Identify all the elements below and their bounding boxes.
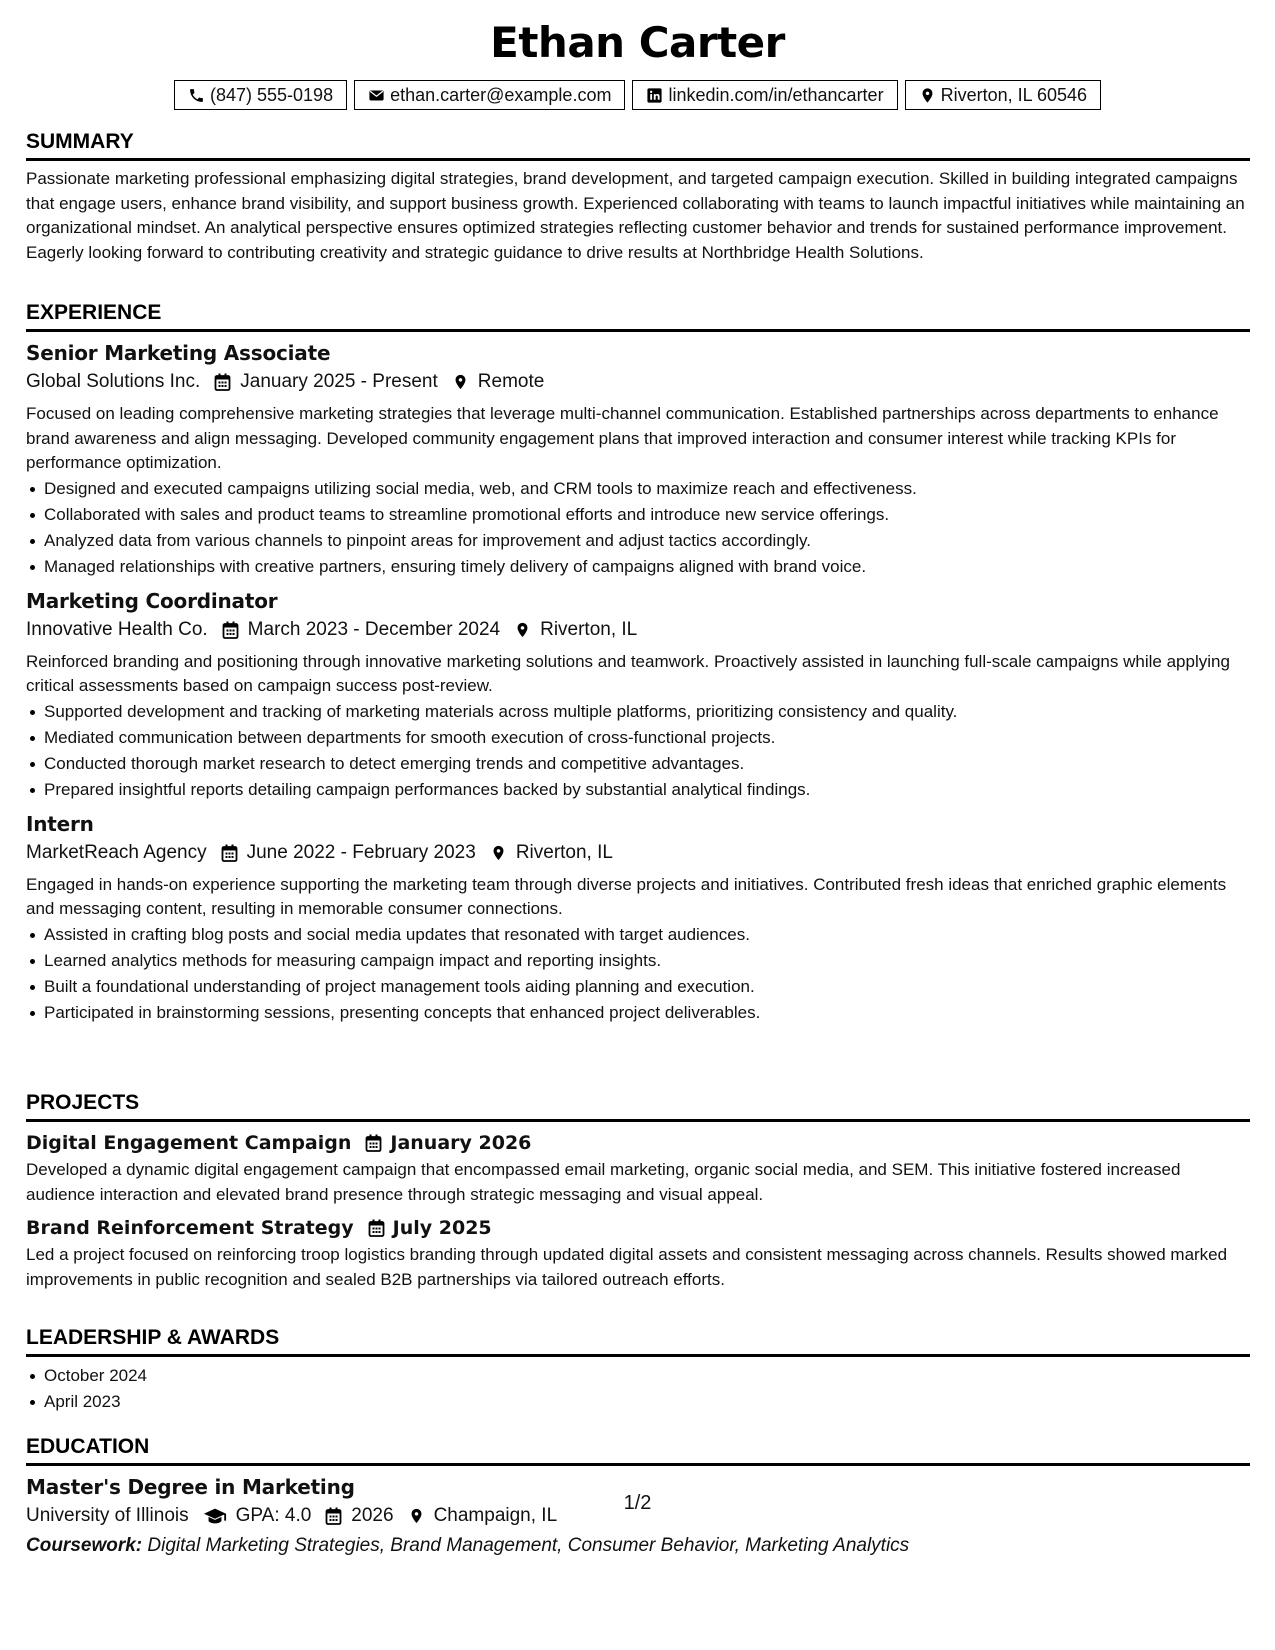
degree-title: Master's Degree in Marketing [26,1475,355,1499]
project-description: Developed a dynamic digital engagement campaign that encompassed email marketing, organic social media, and SEM. This initiative fostered increased audience interaction and elevated brand presence through strategic messaging and visual appeal. [26,1160,1181,1204]
job-entry [26,811,1250,1026]
map-pin-icon [514,621,540,639]
job-location: Remote [477,371,545,392]
calendar-icon [214,373,240,391]
company-name: Innovative Health Co. [26,618,208,640]
experience-section [26,301,1250,1026]
projects-section [26,1091,1250,1292]
location-text: Riverton, IL 60546 [940,84,1088,105]
bullet-item: Managed relationships with creative partners, ensuring timely delivery of campaigns aligned with brand voice. [44,554,1250,580]
job-entry [26,588,1250,803]
bullet-item: Participated in brainstorming sessions, presenting concepts that enhanced project deliverables. [44,1000,1250,1026]
email-chip[interactable] [354,80,625,110]
company-name: Global Solutions Inc. [26,371,201,392]
summary-text: Passionate marketing professional emphasizing digital strategies, brand development, and targeted campaign execution. Skilled in building integrated campaigns that engage users, enhance brand visibility, and support business growth. Experienced collaborating with teams to launch impactful initiatives while maintaining an organizational mindset. An analytical perspective ensures optimized strategies reflecting customer behavior and trends for sustained performance improvement. Eagerly looking forward to contributing creativity and strategic guidance to drive results at Northbridge Health Solutions. [26,169,1245,262]
job-location: Riverton, IL [515,841,613,863]
job-dates: June 2022 - February 2023 [246,841,476,863]
summary-section [26,130,1250,265]
map-pin-icon [452,373,478,391]
section-title: PROJECTS [26,1091,1250,1122]
job-title: Intern [26,811,94,836]
page-number: 1/2 [623,1492,652,1514]
project-title: Brand Reinforcement Strategy [26,1217,354,1239]
linkedin-chip[interactable] [632,80,897,110]
job-dates: March 2023 - December 2024 [247,618,501,640]
job-description: Engaged in hands-on experience supporting the marketing team through diverse projects and initiatives. Contributed fresh ideas that enriched graphic elements and messaging content, resulting in memorable consumer connections. [26,874,1227,918]
job-bullets [26,699,1250,803]
bullet-item: Conducted thorough market research to detect emerging trends and competitive advantages. [44,751,1250,777]
graduation-year: 2026 [351,1505,394,1526]
job-dates: January 2025 - Present [240,371,438,392]
section-title: EXPERIENCE [26,301,1250,332]
bullet-item: Learned analytics methods for measuring campaign impact and reporting insights. [44,948,1250,974]
project-header [26,1130,1250,1156]
job-title: Senior Marketing Associate [26,341,331,365]
job-description: Focused on leading comprehensive marketing strategies that leverage multi-channel communication. Established partnerships across departments to enhance brand awareness and align messaging. Developed community engagement plans that improved interaction and consumer interest while tracking KPIs for performance optimization. [26,404,1219,472]
project-date: January 2026 [390,1132,532,1154]
contact-bar [0,80,1275,110]
bullet-item: Prepared insightful reports detailing campaign performances backed by substantial analytical findings. [44,777,1250,803]
job-bullets [26,476,1250,580]
bullet-item: Analyzed data from various channels to pinpoint areas for improvement and adjust tactics accordingly. [44,528,1250,554]
bullet-item: Built a foundational understanding of project management tools aiding planning and execution. [44,974,1250,1000]
section-title: LEADERSHIP & AWARDS [26,1326,1250,1357]
job-meta [26,839,1250,867]
calendar-icon [351,1134,390,1152]
candidate-name: Ethan Carter [490,18,785,67]
phone-chip[interactable] [174,80,347,110]
project-description: Led a project focused on reinforcing troop logistics branding through updated digital assets and consistent messaging across channels. Results showed marked improvements in public recognition and sealed B2B partnerships via tailored outreach efforts. [26,1245,1228,1289]
job-description: Reinforced branding and positioning through innovative marketing solutions and teamwork. Proactively assisted in launching full-scale campaigns while applying critical assessments based on campaign success post-review. [26,651,1230,695]
phone-text: (847) 555-0198 [209,84,334,105]
calendar-icon [354,1219,393,1237]
job-bullets [26,922,1250,1026]
calendar-icon [221,844,247,862]
location-chip[interactable] [905,80,1101,110]
bullet-item: Collaborated with sales and product teams to streamline promotional efforts and introduce new service offerings. [44,502,1250,528]
bullet-item: April 2023 [44,1389,1250,1415]
gpa-text: GPA: 4.0 [235,1505,312,1526]
job-title: Marketing Coordinator [26,588,278,613]
coursework-line [26,1532,1250,1560]
linkedin-text: linkedin.com/in/ethancarter [668,84,884,105]
project-date: July 2025 [392,1217,492,1239]
job-location: Riverton, IL [540,618,638,640]
job-entry [26,340,1250,580]
email-text: ethan.carter@example.com [390,84,612,105]
project-entry [26,1130,1250,1207]
map-pin-icon [490,844,516,862]
school-name: University of Illinois [26,1505,189,1526]
leadership-list [26,1363,1250,1415]
school-location: Champaign, IL [433,1505,558,1526]
job-meta [26,368,1250,396]
project-title: Digital Engagement Campaign [26,1132,352,1154]
leadership-section [26,1326,1250,1415]
phone-icon [188,87,205,104]
bullet-item: Assisted in crafting blog posts and social media updates that resonated with target audiences. [44,922,1250,948]
calendar-icon [222,621,248,639]
bullet-item: October 2024 [44,1363,1250,1389]
map-pin-icon [919,87,936,104]
section-title: SUMMARY [26,130,1250,161]
coursework-label: Coursework: [26,1535,143,1556]
project-header [26,1215,1250,1241]
coursework-list: Digital Marketing Strategies, Brand Management, Consumer Behavior, Marketing Analytics [142,1535,910,1556]
bullet-item: Mediated communication between departments for smooth execution of cross-functional projects. [44,725,1250,751]
envelope-icon [368,87,385,104]
company-name: MarketReach Agency [26,841,207,863]
linkedin-icon [646,87,663,104]
section-title: EDUCATION [26,1435,1250,1466]
project-entry [26,1215,1250,1292]
bullet-item: Designed and executed campaigns utilizing social media, web, and CRM tools to maximize reach and effectiveness. [44,476,1250,502]
bullet-item: Supported development and tracking of marketing materials across multiple platforms, prioritizing consistency and quality. [44,699,1250,725]
job-meta [26,616,1250,644]
